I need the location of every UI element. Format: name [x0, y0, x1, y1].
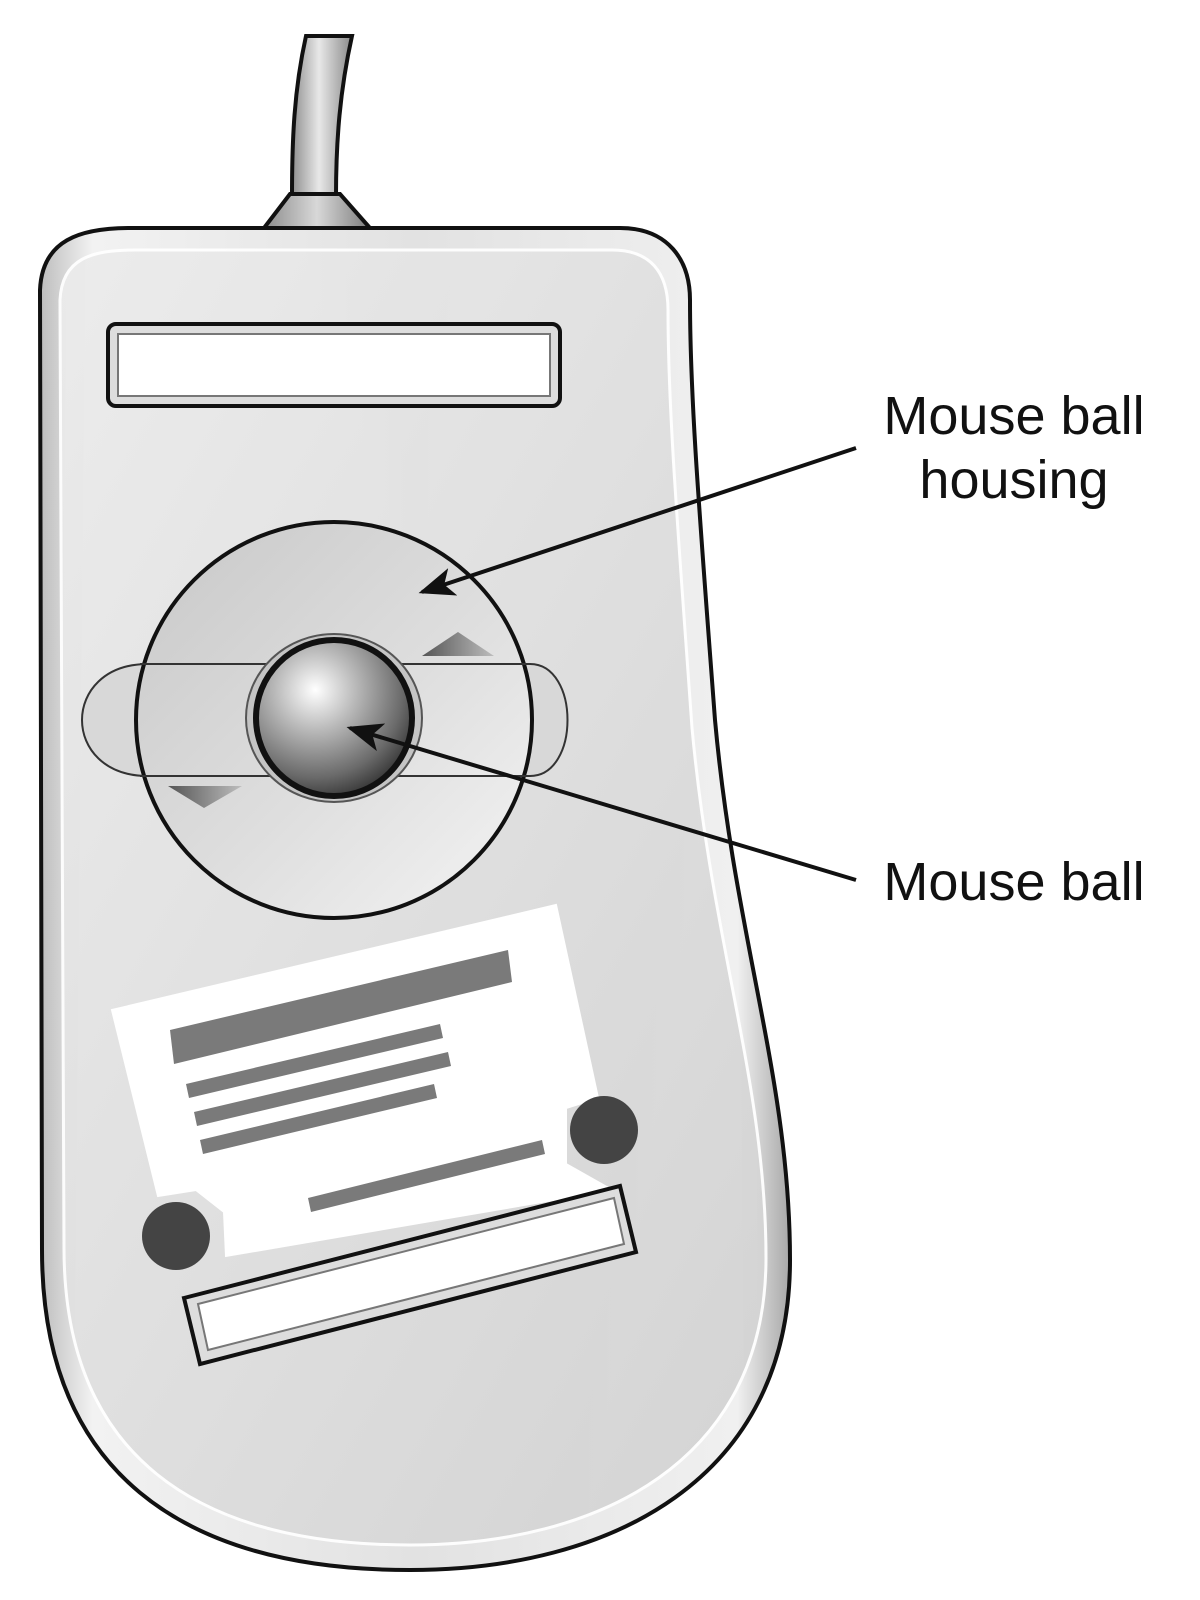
housing-label-line2: housing: [919, 450, 1109, 510]
ball-label: Mouse ball: [883, 852, 1145, 912]
rubber-foot-left: [142, 1202, 210, 1270]
top-glide-pad-inner: [118, 334, 550, 396]
housing-label-line1: Mouse ball: [883, 386, 1145, 446]
mouse-cable: [292, 36, 352, 196]
mouse-ball: [256, 640, 412, 796]
rubber-foot-right: [570, 1096, 638, 1164]
cable-collar: [264, 194, 370, 228]
